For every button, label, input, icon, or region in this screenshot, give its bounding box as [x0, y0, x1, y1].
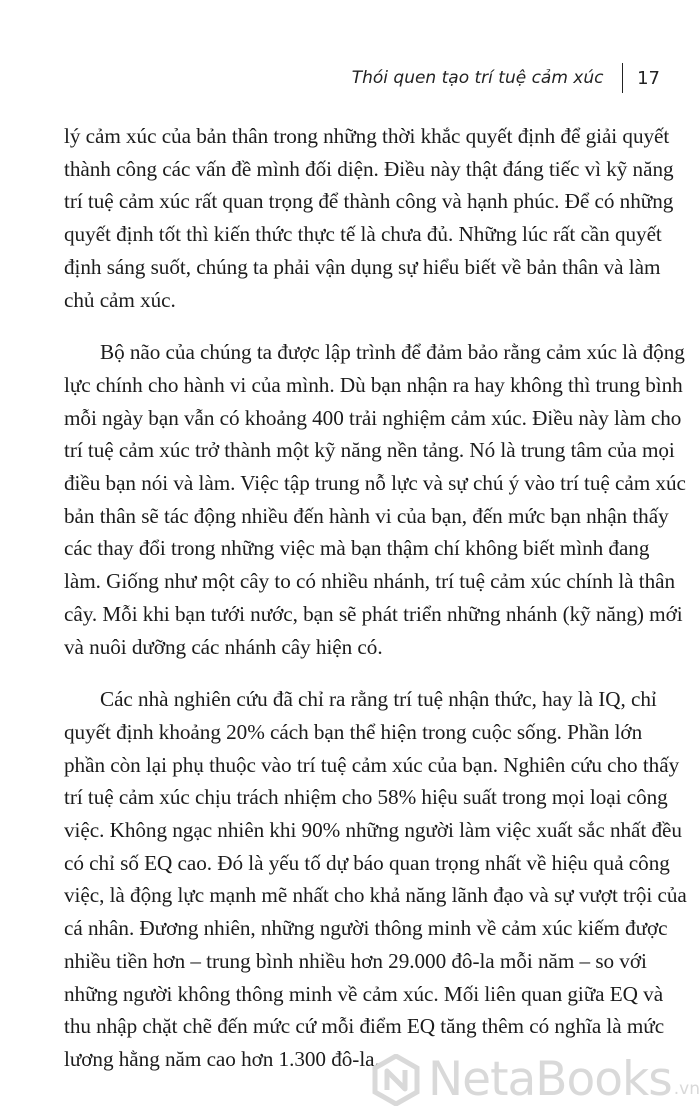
text-line: lương hằng năm cao hơn 1.300 đô-la.: [64, 1046, 380, 1071]
text-line: có chỉ số EQ cao. Đó là yếu tố dự báo quan trọng nhất về hiệu quả công: [64, 850, 670, 875]
text-line: điều bạn nói và làm. Việc tập trung nỗ lực và sự chú ý vào trí tuệ cảm xúc: [64, 471, 686, 496]
text-line: làm. Giống như một cây to có nhiều nhánh, trí tuệ cảm xúc chính là thân: [64, 569, 676, 594]
text-line: cây. Mỗi khi bạn tưới nước, bạn sẽ phát triển những nhánh (kỹ năng) mới: [64, 601, 683, 626]
text-line: việc. Không ngạc nhiên khi 90% những người làm việc xuất sắc nhất đều: [64, 818, 682, 843]
text-line: những người không thông minh về cảm xúc. Mối liên quan giữa EQ và: [64, 981, 664, 1006]
watermark: [372, 1052, 700, 1107]
text-line: nhiều tiền hơn – trung bình nhiều hơn 29.000 đô-la mỗi năm – so với: [64, 948, 647, 973]
text-line: thành công các vấn đề mình đối diện. Điều này thật đáng tiếc vì kỹ năng: [64, 156, 674, 181]
text-line: trí tuệ cảm xúc rất quan trọng để thành công và hạnh phúc. Để có những: [64, 189, 674, 214]
text-line: mỗi ngày bạn vẫn có khoảng 400 trải nghiệm cảm xúc. Điều này làm cho: [64, 405, 682, 430]
text-line: chủ cảm xúc.: [64, 287, 176, 312]
text-line: lý cảm xúc của bản thân trong những thời khắc quyết định để giải quyết: [64, 124, 670, 148]
page-number: 17: [637, 67, 660, 89]
text-line: Các nhà nghiên cứu đã chỉ ra rằng trí tuệ nhận thức, hay là IQ, chỉ: [100, 687, 657, 712]
paragraph-3: [64, 683, 687, 1075]
text-line: trí tuệ cảm xúc trở thành một kỹ năng nền tảng. Nó là trung tâm của mọi: [64, 438, 675, 463]
watermark-brand: NetaBooks: [428, 1052, 672, 1107]
text-line: phần còn lại phụ thuộc vào trí tuệ cảm xúc của bạn. Nghiên cứu cho thấy: [64, 752, 680, 777]
watermark-suffix: .vn: [673, 1078, 700, 1099]
netabooks-logo-icon: [372, 1054, 420, 1106]
text-line: các thay đổi trong những việc mà bạn thậm chí không biết mình đang: [64, 536, 650, 561]
text-line: cá nhân. Đương nhiên, những người thông minh về cảm xúc kiếm được: [64, 916, 668, 941]
header-divider: [622, 63, 624, 93]
paragraph-1: [64, 120, 674, 316]
text-line: trí tuệ cảm xúc chịu trách nhiệm cho 58% hiệu suất trong mọi loại công: [64, 785, 668, 810]
text-line: quyết định khoảng 20% cách bạn thể hiện trong cuộc sống. Phần lớn: [64, 719, 643, 744]
chapter-title: Thói quen tạo trí tuệ cảm xúc: [351, 68, 604, 88]
text-line: và nuôi dưỡng các nhánh cây hiện có.: [64, 634, 383, 659]
text-line: bản thân sẽ tác động nhiều đến hành vi của bạn, đến mức bạn nhận thấy: [64, 503, 669, 528]
body-text: [64, 120, 687, 1076]
text-line: định sáng suốt, chúng ta phải vận dụng sự hiểu biết về bản thân và làm: [64, 254, 661, 279]
text-line: việc, là động lực mạnh mẽ nhất cho khả năng lãnh đạo và sự vượt trội của: [64, 883, 687, 908]
text-line: lực chính cho hành vi của mình. Dù bạn nhận ra hay không thì trung bình: [64, 372, 683, 397]
paragraph-2: [64, 336, 686, 663]
text-line: quyết định tốt thì kiến thức thực tế là chưa đủ. Những lúc rất cần quyết: [64, 222, 662, 247]
text-line: Bộ não của chúng ta được lập trình để đảm bảo rằng cảm xúc là động: [100, 340, 685, 365]
text-line: thu nhập chặt chẽ đến mức cứ mỗi điểm EQ tăng thêm có nghĩa là mức: [64, 1014, 665, 1039]
running-header: [352, 63, 660, 93]
